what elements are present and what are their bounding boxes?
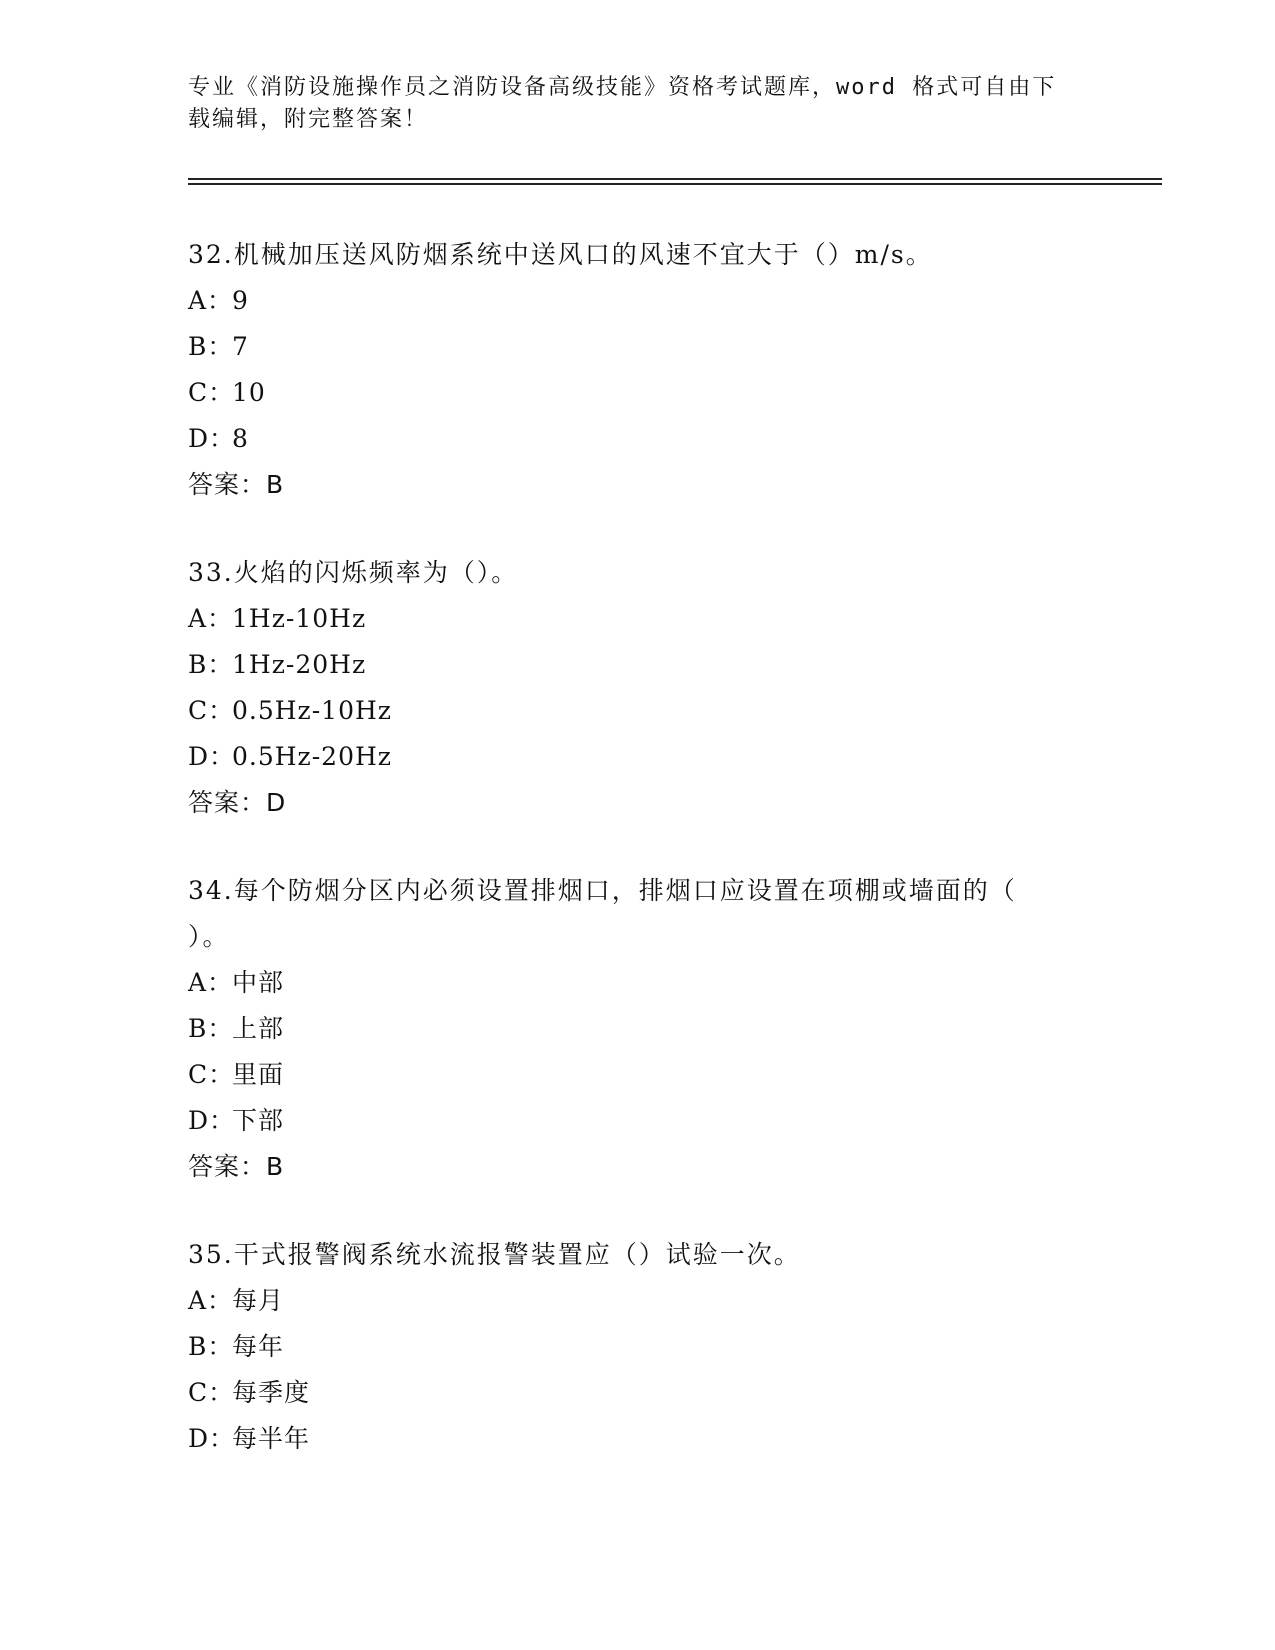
option-text: 每季度 bbox=[232, 1378, 311, 1407]
question-stem-line-2: ）。 bbox=[188, 922, 230, 951]
option-key: D： bbox=[188, 1106, 236, 1135]
option-a bbox=[188, 1278, 1088, 1324]
option-key: D： bbox=[188, 1424, 236, 1453]
option-key: B： bbox=[188, 1332, 234, 1361]
option-key: A： bbox=[188, 968, 234, 997]
option-key: D： bbox=[188, 424, 236, 453]
option-text: 上部 bbox=[232, 1014, 285, 1043]
option-key: C： bbox=[188, 696, 235, 725]
question-stem: 35.干式报警阀系统水流报警装置应（）试验一次。 bbox=[188, 1240, 801, 1269]
answer: 答案：D bbox=[188, 788, 287, 817]
option-key: C： bbox=[188, 378, 235, 407]
question-35 bbox=[188, 1232, 1088, 1462]
option-key: A： bbox=[188, 1286, 234, 1315]
option-key: D： bbox=[188, 742, 236, 771]
option-b bbox=[188, 642, 1088, 688]
option-text: 0.5Hz-20Hz bbox=[232, 742, 392, 771]
option-text: 0.5Hz-10Hz bbox=[232, 696, 392, 725]
header-divider-bottom bbox=[188, 183, 1162, 185]
option-a bbox=[188, 960, 1088, 1006]
option-text: 9 bbox=[232, 286, 249, 315]
option-c bbox=[188, 688, 1088, 734]
option-d bbox=[188, 1416, 1088, 1462]
question-stem-line-1: 34.每个防烟分区内必须设置排烟口，排烟口应设置在项棚或墙面的（ bbox=[188, 876, 1017, 905]
option-text: 中部 bbox=[232, 968, 285, 997]
option-text: 8 bbox=[232, 424, 249, 453]
option-text: 每半年 bbox=[232, 1424, 311, 1453]
option-b bbox=[188, 1006, 1088, 1052]
option-a bbox=[188, 596, 1088, 642]
option-c bbox=[188, 1052, 1088, 1098]
option-text: 1Hz-10Hz bbox=[232, 604, 367, 633]
option-key: A： bbox=[188, 286, 234, 315]
option-key: A： bbox=[188, 604, 234, 633]
option-text: 1Hz-20Hz bbox=[232, 650, 367, 679]
option-d bbox=[188, 416, 1088, 462]
option-text: 每月 bbox=[232, 1286, 285, 1315]
option-key: B： bbox=[188, 332, 234, 361]
option-d bbox=[188, 734, 1088, 780]
option-text: 7 bbox=[232, 332, 249, 361]
option-b bbox=[188, 1324, 1088, 1370]
option-key: B： bbox=[188, 1014, 234, 1043]
option-key: B： bbox=[188, 650, 234, 679]
option-c bbox=[188, 370, 1088, 416]
document-header bbox=[188, 72, 1068, 136]
option-text: 每年 bbox=[232, 1332, 285, 1361]
answer: 答案：B bbox=[188, 470, 285, 499]
header-line-2: 载编辑，附完整答案！ bbox=[188, 107, 429, 132]
option-c bbox=[188, 1370, 1088, 1416]
header-divider-top bbox=[188, 178, 1162, 180]
option-key: C： bbox=[188, 1060, 235, 1089]
option-a bbox=[188, 278, 1088, 324]
question-33 bbox=[188, 550, 1088, 826]
question-stem: 33.火焰的闪烁频率为（）。 bbox=[188, 558, 519, 587]
question-stem: 32.机械加压送风防烟系统中送风口的风速不宜大于（）m/s。 bbox=[188, 240, 933, 269]
option-text: 下部 bbox=[232, 1106, 285, 1135]
answer: 答案：B bbox=[188, 1152, 285, 1181]
option-b bbox=[188, 324, 1088, 370]
option-text: 10 bbox=[232, 378, 266, 407]
question-34 bbox=[188, 868, 1088, 1190]
option-d bbox=[188, 1098, 1088, 1144]
question-32 bbox=[188, 232, 1088, 508]
option-key: C： bbox=[188, 1378, 235, 1407]
header-line-1: 专业《消防设施操作员之消防设备高级技能》资格考试题库，word 格式可自由下 bbox=[188, 75, 1057, 100]
option-text: 里面 bbox=[232, 1060, 285, 1089]
